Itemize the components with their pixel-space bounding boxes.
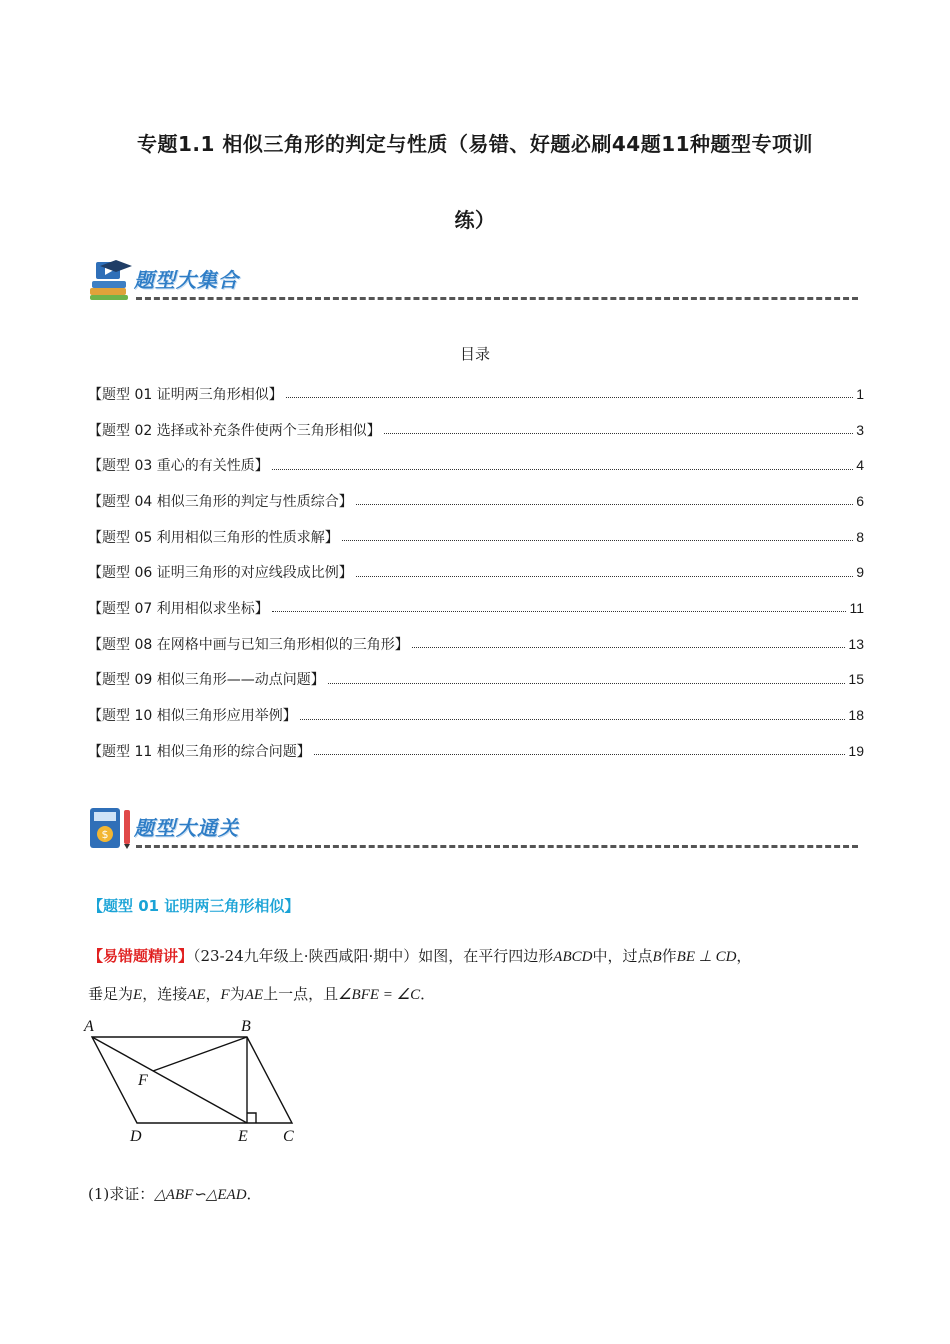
- svg-text:$: $: [101, 828, 109, 841]
- toc-item[interactable]: [88, 447, 864, 483]
- toc-item-page: 11: [849, 599, 864, 616]
- toc-leader: [342, 540, 853, 541]
- problem-line-1: 【易错题精讲】（23-24九年级上·陕西咸阳·期中）如图，在平行四边形ABCD中，过点B作BE ⊥ CD，: [88, 947, 752, 965]
- toc-leader: [328, 683, 846, 684]
- toc-item[interactable]: [88, 376, 864, 412]
- toc-item-page: 4: [856, 457, 864, 474]
- toc-item-page: 8: [856, 528, 864, 545]
- toc-leader: [384, 433, 853, 434]
- table-of-contents: [88, 376, 864, 769]
- banner-divider: [136, 297, 858, 300]
- toc-item-label: 【题型 05 利用相似三角形的性质求解】: [88, 529, 339, 546]
- label-f: F: [138, 1072, 148, 1089]
- toc-leader: [314, 754, 846, 755]
- toc-leader: [286, 397, 853, 398]
- toc-item-label: 【题型 08 在网格中画与已知三角形相似的三角形】: [88, 636, 409, 653]
- toc-item[interactable]: [88, 590, 864, 626]
- toc-item-page: 13: [848, 635, 864, 652]
- toc-item[interactable]: [88, 412, 864, 448]
- toc-item-page: 19: [848, 742, 864, 759]
- toc-item-label: 【题型 06 证明三角形的对应线段成比例】: [88, 565, 353, 582]
- toc-leader: [412, 647, 846, 648]
- toc-item[interactable]: [88, 554, 864, 590]
- toc-item[interactable]: [88, 697, 864, 733]
- segment-bf: [153, 1037, 247, 1071]
- label-c: C: [283, 1128, 294, 1145]
- toc-item-label: 【题型 02 选择或补充条件使两个三角形相似】: [88, 422, 381, 439]
- toc-heading: 目录: [459, 345, 490, 363]
- toc-item-label: 【题型 07 利用相似求坐标】: [88, 600, 269, 617]
- toc-item[interactable]: [88, 662, 864, 698]
- parallelogram-figure: [80, 1013, 310, 1148]
- page-title-line-2: 练）: [454, 208, 496, 232]
- toc-item-page: 9: [856, 564, 864, 581]
- question-1: (1)求证：△ABF∽△EAD．: [88, 1185, 262, 1203]
- problem-line-2: 垂足为E，连接AE，F为AE上一点，且∠BFE = ∠C．: [88, 985, 436, 1003]
- toc-leader: [356, 576, 853, 577]
- label-a: A: [84, 1018, 94, 1035]
- banner-title: 题型大通关: [134, 816, 239, 840]
- toc-item[interactable]: [88, 519, 864, 555]
- toc-item-page: 6: [856, 492, 864, 509]
- section-banner-collection: [88, 258, 858, 302]
- toc-leader: [300, 719, 846, 720]
- toc-item-page: 15: [848, 671, 864, 688]
- page-title-line-1: 专题1.1 相似三角形的判定与性质（易错、好题必刷44题11种题型专项训: [136, 132, 814, 156]
- toc-item-label: 【题型 01 证明两三角形相似】: [88, 386, 283, 403]
- toc-item-label: 【题型 04 相似三角形的判定与性质综合】: [88, 493, 353, 510]
- label-b: B: [241, 1018, 251, 1035]
- toc-leader: [356, 504, 853, 505]
- toc-item-page: 3: [856, 421, 864, 438]
- label-d: D: [130, 1128, 142, 1145]
- books-video-icon: [88, 258, 134, 302]
- banner-title: 题型大集合: [134, 268, 239, 292]
- toc-leader: [272, 469, 853, 470]
- toc-item-label: 【题型 09 相似三角形——动点问题】: [88, 672, 325, 689]
- toc-item-page: 18: [848, 707, 864, 724]
- section-heading: 【题型 01 证明两三角形相似】: [88, 897, 300, 915]
- problem-tag: 【易错题精讲】: [88, 947, 194, 965]
- label-e: E: [238, 1128, 248, 1145]
- banner-divider: [136, 845, 858, 848]
- section-banner-practice: [88, 806, 858, 850]
- calculator-icon: [88, 806, 134, 850]
- toc-item[interactable]: [88, 483, 864, 519]
- toc-item-label: 【题型 03 重心的有关性质】: [88, 458, 269, 475]
- toc-item-label: 【题型 10 相似三角形应用举例】: [88, 708, 297, 725]
- right-angle-mark: [247, 1113, 256, 1123]
- toc-item-page: 1: [856, 385, 864, 402]
- toc-leader: [272, 611, 847, 612]
- toc-item-label: 【题型 11 相似三角形的综合问题】: [88, 743, 311, 760]
- parallelogram-abcd: [92, 1037, 292, 1123]
- toc-item[interactable]: [88, 626, 864, 662]
- toc-item[interactable]: [88, 733, 864, 769]
